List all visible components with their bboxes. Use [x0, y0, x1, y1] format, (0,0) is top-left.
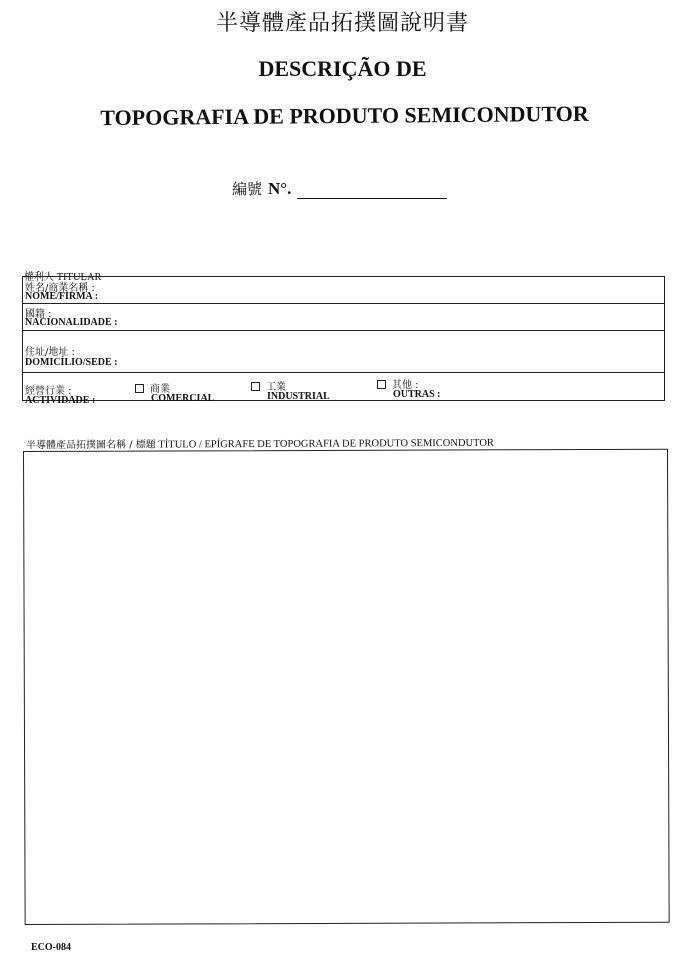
- address-field-row[interactable]: [23, 331, 664, 373]
- other-checkbox[interactable]: [377, 380, 386, 389]
- activity-option-industrial[interactable]: [251, 378, 330, 402]
- commercial-label: COMERCIAL: [151, 393, 215, 404]
- activity-option-other[interactable]: [377, 376, 441, 400]
- form-title-chinese: 半導體產品拓撲圖說明書: [215, 11, 469, 36]
- form-number-row: [232, 178, 447, 199]
- number-field[interactable]: [297, 183, 447, 199]
- form-title-line-2: TOPOGRAFIA DE PRODUTO SEMICONDUTOR: [100, 100, 589, 131]
- titular-label: TITULAR: [56, 272, 102, 283]
- commercial-label-chinese: 商業: [150, 384, 170, 395]
- activity-row: [23, 373, 664, 406]
- address-label-chinese: 住址/地址 :: [25, 347, 75, 358]
- titular-label-chinese: 權利人: [24, 272, 54, 283]
- activity-label-chinese: 經營行業 :: [25, 386, 72, 397]
- nationality-field-row[interactable]: [23, 304, 664, 331]
- name-field-row[interactable]: [23, 277, 664, 304]
- name-label-chinese: 姓名/商業名稱 :: [25, 283, 95, 294]
- number-label-chinese: 編號: [232, 180, 263, 198]
- topography-title-label-chinese: 半導體產品拓撲圖名稱 / 標題: [25, 439, 156, 452]
- form-code: ECO-084: [31, 942, 71, 953]
- name-label: NOME/FIRMA :: [25, 291, 99, 302]
- topography-title-label: [26, 434, 494, 451]
- number-label: N°.: [268, 179, 292, 198]
- other-label-chinese: 其他 :: [392, 380, 419, 391]
- nationality-label-chinese: 國籍 :: [25, 309, 52, 320]
- address-label: DOMICÍLIO/SEDE :: [25, 357, 118, 368]
- activity-option-commercial[interactable]: [135, 380, 215, 404]
- nationality-label: NACIONALIDADE :: [25, 317, 118, 328]
- topography-title-field[interactable]: [23, 449, 670, 925]
- titular-box: [22, 276, 665, 406]
- industrial-label-chinese: 工業: [266, 382, 286, 393]
- industrial-checkbox[interactable]: [251, 382, 260, 391]
- activity-label: ACTIVIDADE :: [25, 395, 96, 406]
- industrial-label: INDUSTRIAL: [267, 391, 330, 402]
- other-label: OUTRAS :: [393, 389, 441, 400]
- topography-title-label-pt: TÍTULO / EPÍGRAFE DE TOPOGRAFIA DE PRODUTO SEMICONDUTOR: [158, 437, 494, 451]
- commercial-checkbox[interactable]: [135, 384, 144, 393]
- form-title-line-1: DESCRIÇÃO DE: [258, 56, 427, 81]
